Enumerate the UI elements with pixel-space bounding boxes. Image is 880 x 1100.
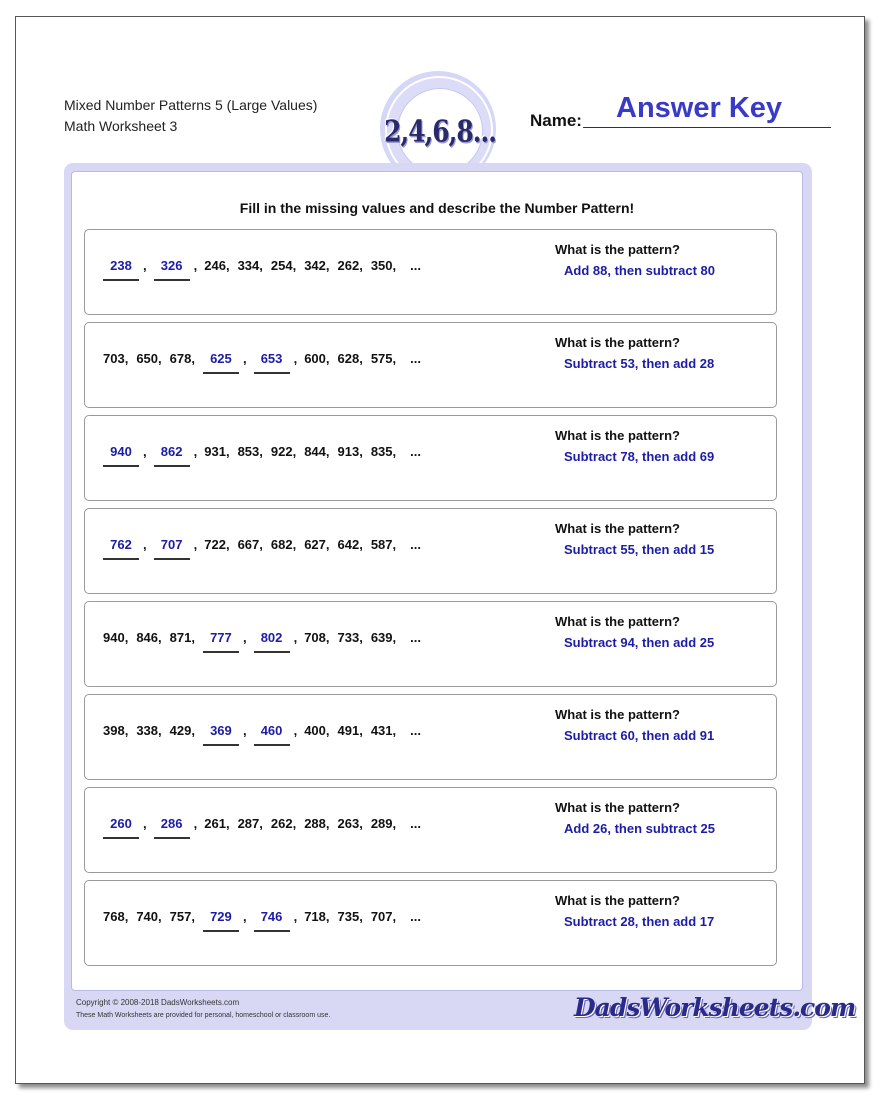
sequence-number: 703,	[103, 351, 129, 366]
number-sequence	[103, 536, 421, 560]
comma-separator: ,	[193, 816, 198, 831]
answer-blank: 653	[254, 350, 290, 374]
sequence-number: 262,	[270, 816, 297, 831]
ellipsis: ...	[410, 351, 421, 366]
sequence-number: 587,	[370, 537, 397, 552]
comma-separator: ,	[242, 723, 247, 738]
badge-text: 2,4,6,8...	[384, 113, 496, 149]
pattern-question: What is the pattern?	[555, 800, 680, 815]
sequence-number: 338,	[136, 723, 162, 738]
answer-blank: 729	[203, 908, 239, 932]
pattern-question: What is the pattern?	[555, 242, 680, 257]
sequence-number: 757,	[169, 909, 195, 924]
pattern-answer: Add 88, then subtract 80	[564, 263, 715, 278]
sequence-number: 940,	[103, 630, 129, 645]
sequence-number: 650,	[136, 351, 162, 366]
answer-blank: 746	[254, 908, 290, 932]
pattern-question: What is the pattern?	[555, 707, 680, 722]
sequence-number: 628,	[337, 351, 363, 366]
ellipsis: ...	[410, 909, 421, 924]
sequence-number: 254,	[270, 258, 297, 273]
worksheet-title: Mixed Number Patterns 5 (Large Values)	[64, 97, 318, 113]
comma-separator: ,	[242, 351, 247, 366]
pattern-answer: Subtract 28, then add 17	[564, 914, 715, 929]
sequence-number: 627,	[304, 537, 330, 552]
comma-separator: ,	[143, 258, 147, 273]
answer-blank: 625	[203, 350, 239, 374]
number-sequence	[103, 443, 421, 467]
answer-blank: 777	[203, 629, 239, 653]
answer-blank: 802	[254, 629, 290, 653]
sequence-number: 718,	[304, 909, 330, 924]
usage-notice: These Math Worksheets are provided for personal, homeschool or classroom use.	[76, 1012, 331, 1019]
sequence-number: 287,	[237, 816, 263, 831]
pattern-answer: Subtract 78, then add 69	[564, 449, 715, 464]
ellipsis: ...	[410, 630, 421, 645]
pattern-answer: Add 26, then subtract 25	[564, 821, 715, 836]
problem-row	[84, 322, 777, 408]
answer-blank: 862	[154, 443, 190, 467]
sequence-number: 667,	[237, 537, 263, 552]
badge-inner	[384, 88, 496, 174]
comma-separator: ,	[293, 630, 298, 645]
worksheet-subtitle: Math Worksheet 3	[64, 118, 178, 134]
sequence-number: 740,	[136, 909, 162, 924]
sequence-number: 289,	[370, 816, 397, 831]
comma-separator: ,	[293, 351, 298, 366]
comma-separator: ,	[193, 444, 198, 459]
sequence-number: 262,	[337, 258, 363, 273]
comma-separator: ,	[293, 723, 298, 738]
number-sequence	[103, 815, 421, 839]
problem-row	[84, 787, 777, 873]
problem-row	[84, 880, 777, 966]
sequence-number: 575,	[370, 351, 397, 366]
sequence-number: 431,	[370, 723, 397, 738]
instructions: Fill in the missing values and describe the Number Pattern!	[239, 200, 635, 216]
ellipsis: ...	[410, 816, 421, 831]
sequence-number: 844,	[304, 444, 330, 459]
answer-blank: 238	[103, 257, 139, 281]
sequence-number: 398,	[103, 723, 129, 738]
answer-blank: 460	[254, 722, 290, 746]
sequence-number: 261,	[204, 816, 230, 831]
sequence-number: 871,	[169, 630, 195, 645]
problem-row	[84, 229, 777, 315]
comma-separator: ,	[293, 909, 298, 924]
sequence-number: 263,	[337, 816, 363, 831]
sequence-number: 342,	[304, 258, 330, 273]
name-line	[583, 127, 831, 128]
answer-blank: 762	[103, 536, 139, 560]
sequence-number: 429,	[169, 723, 195, 738]
sequence-number: 768,	[103, 909, 129, 924]
sequence-number: 722,	[204, 537, 230, 552]
sequence-number: 835,	[370, 444, 397, 459]
sequence-number: 922,	[270, 444, 297, 459]
problem-row	[84, 694, 777, 780]
sequence-number: 931,	[204, 444, 230, 459]
number-sequence	[103, 908, 421, 932]
pattern-question: What is the pattern?	[555, 893, 680, 908]
sequence-number: 733,	[337, 630, 363, 645]
sequence-number: 642,	[337, 537, 363, 552]
comma-separator: ,	[193, 258, 198, 273]
sequence-number: 491,	[337, 723, 363, 738]
answer-blank: 260	[103, 815, 139, 839]
worksheet-frame	[64, 163, 856, 1030]
sequence-number: 735,	[337, 909, 363, 924]
sequence-number: 708,	[304, 630, 330, 645]
comma-separator: ,	[242, 630, 247, 645]
comma-separator: ,	[143, 816, 147, 831]
ellipsis: ...	[410, 723, 421, 738]
comma-separator: ,	[143, 444, 147, 459]
sequence-number: 350,	[370, 258, 397, 273]
comma-separator: ,	[193, 537, 198, 552]
copyright-text: Copyright © 2008-2018 DadsWorksheets.com	[76, 998, 240, 1007]
sequence-number: 334,	[237, 258, 263, 273]
answer-blank: 707	[154, 536, 190, 560]
number-sequence	[103, 257, 421, 281]
sequence-number: 639,	[370, 630, 397, 645]
sequence-number: 288,	[304, 816, 330, 831]
problem-row	[84, 601, 777, 687]
pattern-question: What is the pattern?	[555, 521, 680, 536]
answer-blank: 286	[154, 815, 190, 839]
answer-key-text: Answer Key	[616, 92, 783, 124]
number-sequence	[103, 350, 421, 374]
sequence-number: 913,	[337, 444, 363, 459]
number-sequence	[103, 629, 421, 653]
problem-row	[84, 415, 777, 501]
sequence-number: 246,	[204, 258, 230, 273]
comma-separator: ,	[242, 909, 247, 924]
sequence-number: 853,	[237, 444, 263, 459]
answer-blank: 369	[203, 722, 239, 746]
pattern-answer: Subtract 55, then add 15	[564, 542, 715, 557]
sequence-number: 600,	[304, 351, 330, 366]
sequence-number: 846,	[136, 630, 162, 645]
pattern-answer: Subtract 53, then add 28	[564, 356, 715, 371]
sequence-number: 678,	[169, 351, 195, 366]
ellipsis: ...	[410, 444, 421, 459]
sequence-number: 682,	[270, 537, 297, 552]
pattern-answer: Subtract 94, then add 25	[564, 635, 715, 650]
answer-blank: 940	[103, 443, 139, 467]
number-sequence	[103, 722, 421, 746]
sequence-number: 400,	[304, 723, 330, 738]
problem-row	[84, 508, 777, 594]
dadsworksheets-logo: DadsWorksheets.com	[574, 993, 856, 1022]
name-label: Name:	[530, 111, 582, 130]
problems-panel	[71, 171, 803, 991]
answer-blank: 326	[154, 257, 190, 281]
ellipsis: ...	[410, 258, 421, 273]
pattern-question: What is the pattern?	[555, 335, 680, 350]
sequence-number: 707,	[370, 909, 397, 924]
pattern-question: What is the pattern?	[555, 428, 680, 443]
pattern-answer: Subtract 60, then add 91	[564, 728, 715, 743]
ellipsis: ...	[410, 537, 421, 552]
comma-separator: ,	[143, 537, 147, 552]
pattern-question: What is the pattern?	[555, 614, 680, 629]
